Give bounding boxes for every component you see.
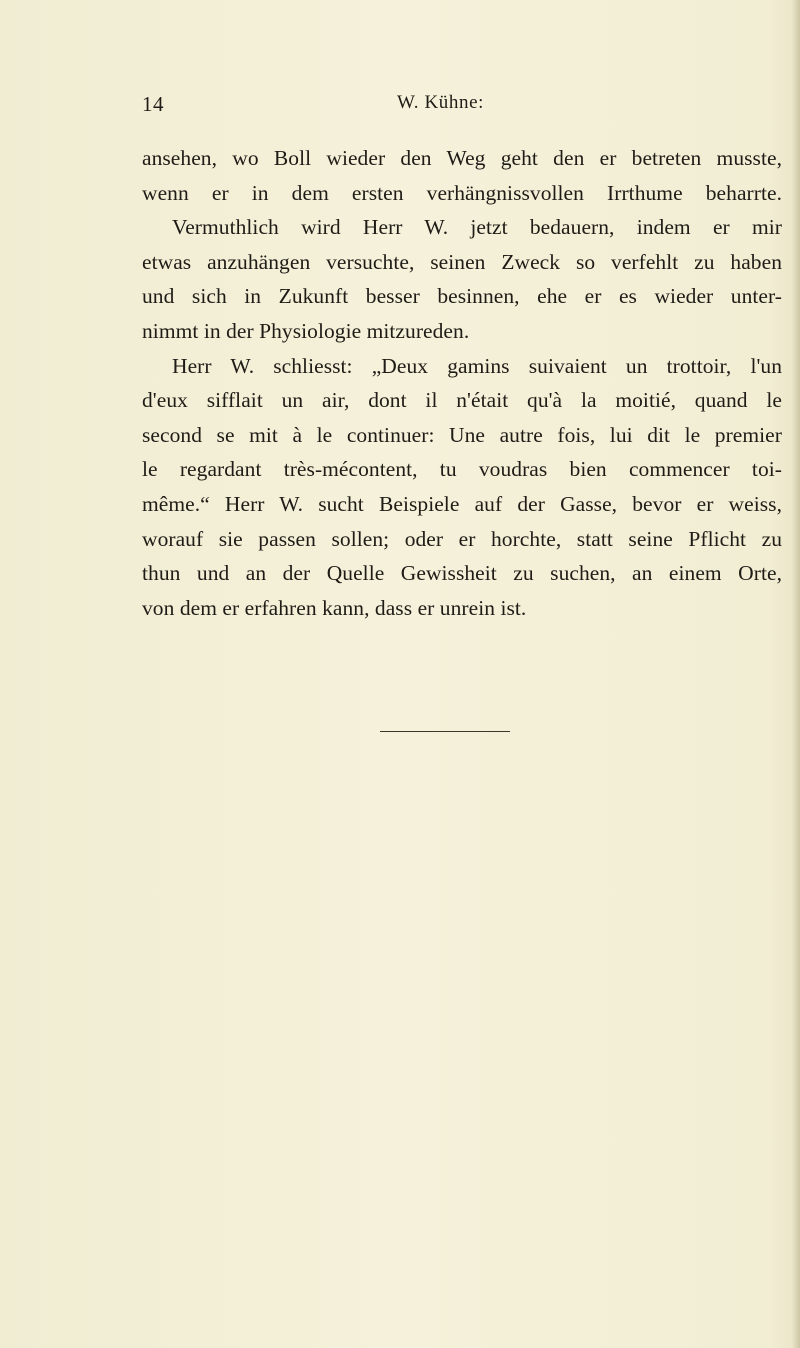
text-line: même.“ Herr W. sucht Beispiele auf der Gasse, bevor er weiss, xyxy=(142,491,782,516)
text-line: le regardant très-mécontent, tu voudras bien commencer toi- xyxy=(142,457,782,482)
page-number: 14 xyxy=(142,92,164,116)
text-line: worauf sie passen sollen; oder er horchte, statt seine Pflicht zu xyxy=(142,526,782,551)
running-head xyxy=(142,92,782,122)
text-line: second se mit à le continuer: Une autre fois, lui dit le premier xyxy=(142,422,782,447)
text-line: Vermuthlich wird Herr W. jetzt bedauern, indem er mir xyxy=(172,215,782,240)
running-head-title: W. Kühne: xyxy=(397,92,485,113)
text-line: d'eux sifflait un air, dont il n'était qu'à la moitié, quand le xyxy=(142,388,782,413)
text-line: nimmt in der Physiologie mitzureden. xyxy=(142,318,470,343)
page-edge-shadow xyxy=(792,0,800,1348)
end-rule xyxy=(380,731,510,732)
text-line: Herr W. schliesst: „Deux gamins suivaient un trottoir, l'un xyxy=(172,353,782,378)
text-line: thun und an der Quelle Gewissheit zu suchen, an einem Orte, xyxy=(142,561,782,586)
text-line: etwas anzuhängen versuchte, seinen Zweck so verfehlt zu haben xyxy=(142,249,782,274)
body-text xyxy=(142,141,782,625)
text-line: wenn er in dem ersten verhängnissvollen Irrthume beharrte. xyxy=(142,180,782,205)
text-line: ansehen, wo Boll wieder den Weg geht den er betreten musste, xyxy=(142,146,782,170)
text-line: und sich in Zukunft besser besinnen, ehe er es wieder unter- xyxy=(142,284,782,309)
text-line: von dem er erfahren kann, dass er unrein ist. xyxy=(142,595,527,620)
